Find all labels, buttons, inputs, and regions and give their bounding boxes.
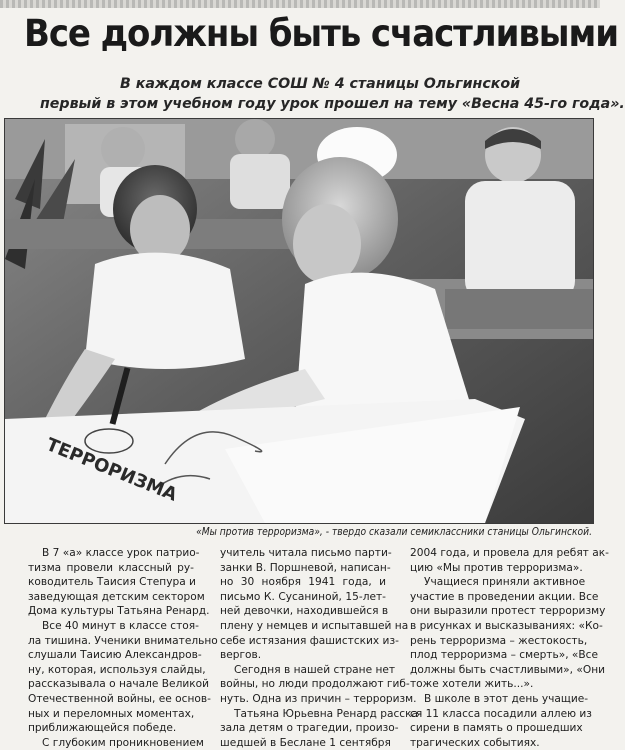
col2-line: шедшей в Беслане 1 сентября [220, 736, 391, 749]
col3-line: они выразили протест терроризму [410, 605, 606, 618]
col3-line: 2004 года, и провела для ребят ак- [410, 547, 609, 559]
col2-line: плену у немцев и испытавшей на [220, 619, 409, 632]
col3-line: рень терроризма – жестокость, [410, 634, 588, 647]
col1-line: ных и переломных моментах, [28, 707, 195, 720]
lead-line-1: В каждом классе СОШ № 4 станицы Ольгинской [119, 76, 521, 92]
classroom-photo [4, 118, 594, 524]
col1-line: ла тишина. Ученики внимательно [28, 634, 218, 647]
col3-line: ся 11 класса посадили аллею из [410, 707, 592, 720]
col1-line: Все 40 минут в классе стоя- [42, 619, 199, 632]
photo-illustration [5, 119, 593, 523]
col1-line: ну, которая, используя слайды, [28, 663, 206, 676]
top-strip [0, 0, 600, 8]
col1-line: Отечественной войны, ее основ- [28, 692, 211, 705]
col2-line: учитель читала письмо парти- [220, 547, 392, 559]
lead-paragraph [40, 74, 625, 114]
col2-line: занки В. Поршневой, написан- [220, 561, 391, 574]
col2-line: зала детям о трагедии, произо- [220, 722, 399, 735]
col2-line: письмо К. Сусаниной, 15-лет- [220, 590, 386, 603]
col3-line: в рисунках и высказываниях: «Ко- [410, 619, 603, 632]
col3-line: сирени в память о прошедших [410, 722, 583, 735]
poster-lettering: ТЕРРОРИЗМА [43, 434, 181, 506]
col2-line: войны, но люди продолжают гиб- [220, 678, 410, 691]
col2-line: нуть. Одна из причин – терроризм. [220, 692, 417, 705]
col3-line: плод терроризма – смерть», «Все [410, 649, 599, 662]
lead-line-2: первый в этом учебном году урок прошел на тему «Весна 45-го года». [40, 96, 625, 112]
photo-caption: «Мы против терроризма», - твердо сказали семиклассники станицы Ольгинской. [196, 527, 592, 538]
col2-line: Сегодня в нашей стране нет [234, 663, 396, 676]
col2-line: ней девочки, находившейся в [220, 605, 389, 618]
col2-line: вергов. [220, 649, 262, 662]
col1-line: Дома культуры Татьяна Ренард. [28, 605, 210, 618]
col3-line: тоже хотели жить...». [410, 678, 534, 691]
col1-line: слушали Таисию Александров- [28, 649, 202, 662]
article-column-2 [220, 546, 422, 750]
col1-line: тизма провели классный ру- [28, 561, 194, 574]
col3-line: цию «Мы против терроризма». [410, 561, 583, 574]
col1-line: заведующая детским сектором [28, 590, 205, 603]
col2-line: себе истязания фашистских из- [220, 634, 399, 647]
col2-line: Татьяна Юрьевна Ренард расска- [234, 707, 422, 720]
article-column-1 [28, 546, 218, 750]
col3-line: трагических событиях. [410, 736, 540, 749]
col2-line: но 30 ноября 1941 года, и [220, 576, 386, 589]
article-body [28, 546, 609, 749]
col1-line: С глубоким проникновением [42, 736, 204, 749]
col1-line: рассказывала о начале Великой [28, 678, 209, 691]
col1-line: В 7 «а» классе урок патрио- [42, 547, 200, 559]
col1-line: ководитель Таисия Степура и [28, 576, 196, 589]
article-column-3 [410, 546, 609, 750]
col3-line: В школе в этот день учащие- [424, 692, 589, 705]
col3-line: Учащиеся приняли активное [424, 576, 586, 589]
headline: Все должны быть счастливыми [24, 12, 618, 55]
col3-line: должны быть счастливыми», «Они [410, 663, 606, 676]
col1-line: приближающейся победе. [28, 722, 177, 735]
col3-line: участие в проведении акции. Все [410, 590, 599, 603]
